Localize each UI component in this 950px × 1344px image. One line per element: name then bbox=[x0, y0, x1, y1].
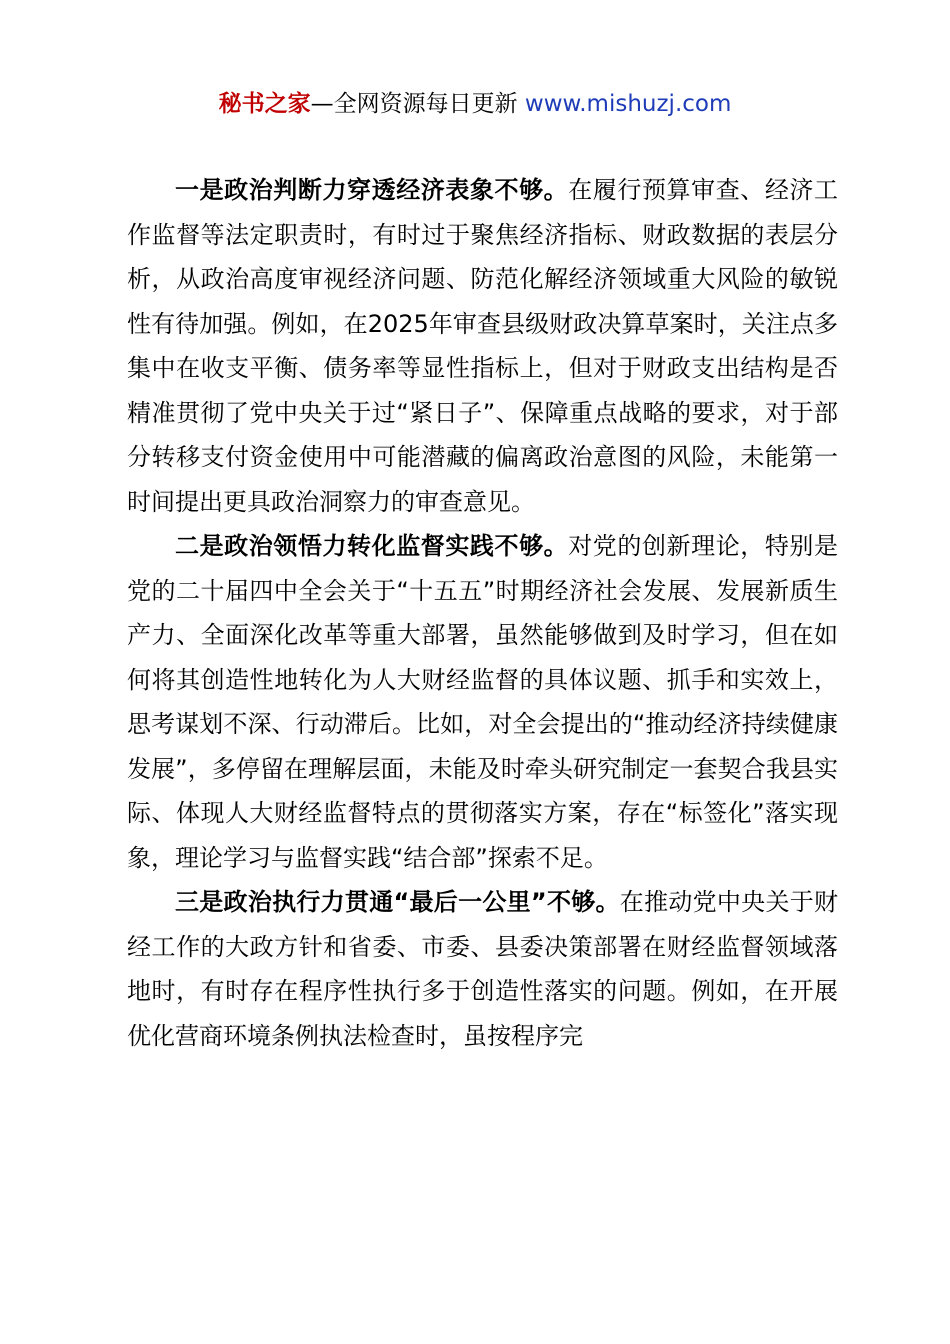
brand-name: 秘书之家 bbox=[218, 91, 311, 117]
paragraph-1 bbox=[127, 168, 838, 524]
paragraph-text: 在履行预算审查、经济工作监督等法定职责时，有时过于聚焦经济指标、财政数据的表层分析，从政治高度审视经济问题、防范化解经济领域重大风险的敏锐性有待加强。例如，在2025年审查县级财政决算草案时，关注点多集中在收支平衡、债务率等显性指标上，但对于财政支出结构是否精准贯彻了党中央关于过“紧日子”、保障重点战略的要求，对于部分转移支付资金使用中可能潜藏的偏离政治意图的风险，未能第一时间提出更具政治洞察力的审查意见。 bbox=[127, 176, 839, 516]
paragraph-2 bbox=[127, 524, 838, 880]
paragraph-text: 对党的创新理论，特别是党的二十届四中全会关于“十五五”时期经济社会发展、发展新质生产力、全面深化改革等重大部署，虽然能够做到及时学习，但在如何将其创造性地转化为人大财经监督的具体议题、抓手和实效上，思考谋划不深、行动滞后。比如，对全会提出的“推动经济持续健康发展”，多停留在理解层面，未能及时牵头研究制定一套契合我县实际、体现人大财经监督特点的贯彻落实方案，存在“标签化”落实现象，理论学习与监督实践“结合部”探索不足。 bbox=[127, 532, 839, 872]
page-header bbox=[0, 86, 950, 122]
document-body bbox=[127, 168, 838, 1058]
paragraph-heading: 二是政治领悟力转化监督实践不够。 bbox=[175, 532, 569, 560]
paragraph-heading: 一是政治判断力穿透经济表象不够。 bbox=[175, 176, 569, 204]
paragraph-heading: 三是政治执行力贯通“最后一公里”不够。 bbox=[175, 888, 620, 916]
header-tagline: —全网资源每日更新 bbox=[310, 91, 518, 117]
site-url[interactable]: www.mishuzj.com bbox=[524, 91, 732, 117]
paragraph-3 bbox=[127, 880, 838, 1058]
paragraph-text: 在推动党中央关于财经工作的大政方针和省委、市委、县委决策部署在财经监督领域落地时，有时存在程序性执行多于创造性落实的问题。例如，在开展优化营商环境条例执法检查时，虽按程序完 bbox=[127, 888, 839, 1050]
